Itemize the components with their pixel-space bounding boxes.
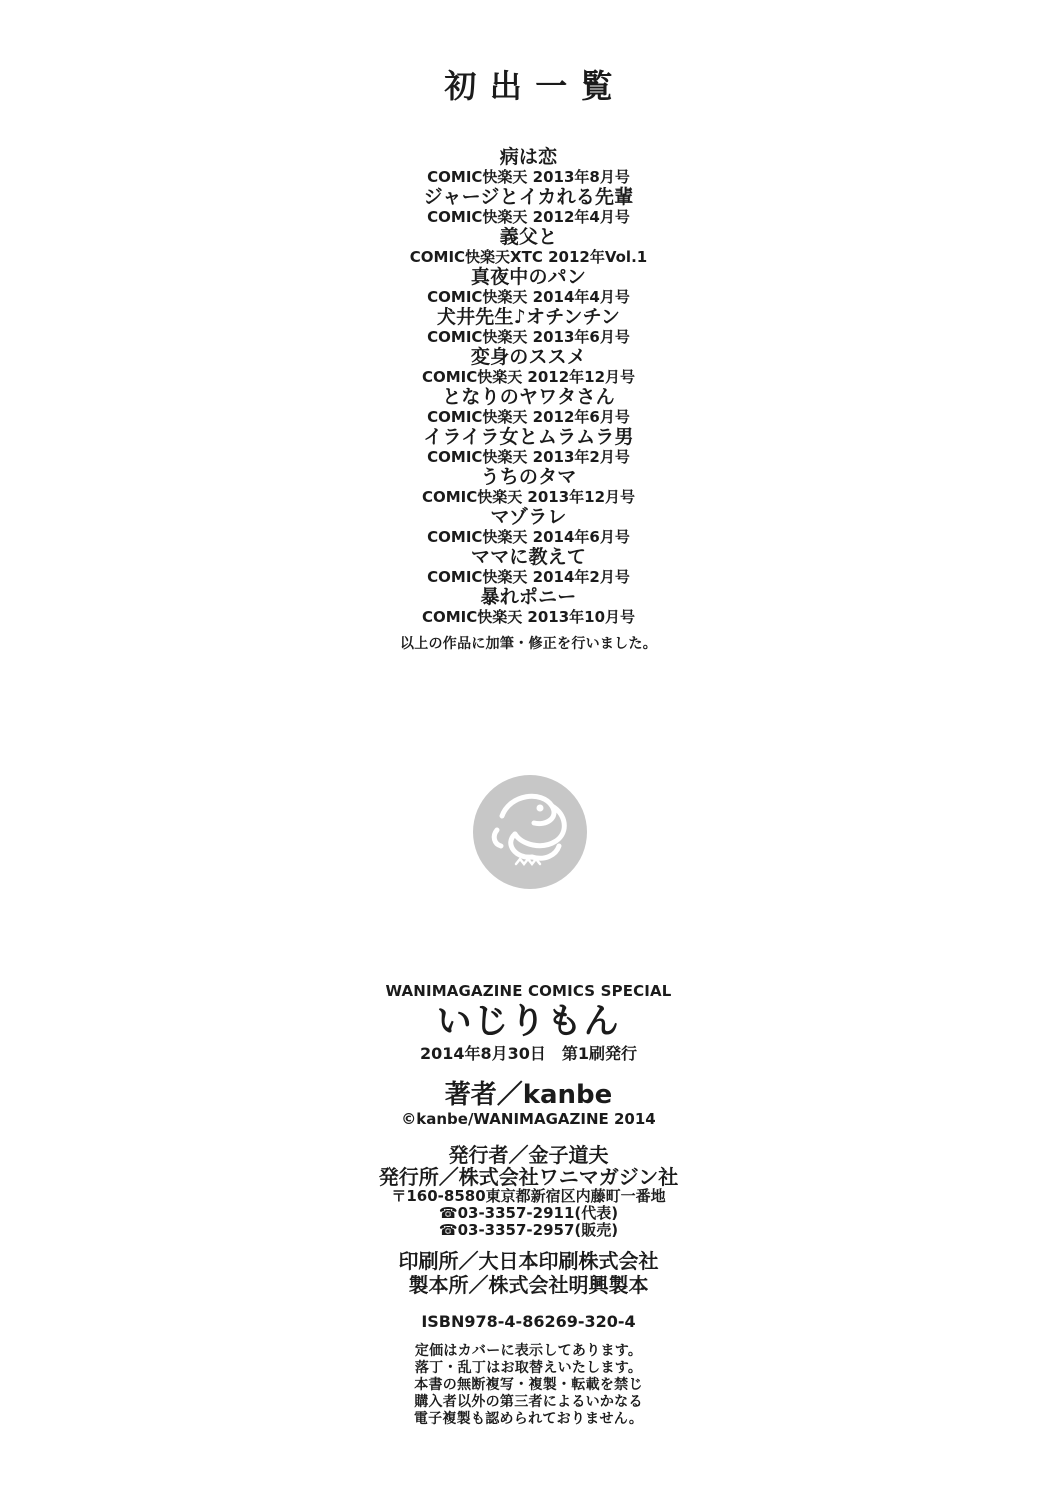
- works-list: [0, 146, 1057, 653]
- work-source: COMIC快楽天 2014年6月号: [427, 528, 630, 546]
- works-revision-note: 以上の作品に加筆・修正を行いました。: [399, 636, 658, 652]
- colophon-block: [0, 982, 1057, 1428]
- work-title: 変身のススメ: [470, 346, 587, 368]
- work-entry: [0, 346, 1057, 386]
- printer-line: 印刷所／大日本印刷株式会社: [398, 1249, 659, 1273]
- publisher-address: 〒160-8580東京都新宿区内藤町一番地: [391, 1187, 666, 1205]
- work-source: COMIC快楽天 2012年6月号: [427, 408, 630, 426]
- work-title: となりのヤワタさん: [442, 386, 615, 408]
- series-label: WANIMAGAZINE COMICS SPECIAL: [385, 982, 672, 1000]
- work-title: ママに教えて: [470, 546, 587, 568]
- author-line: 著者／kanbe: [444, 1080, 613, 1110]
- work-entry: [0, 186, 1057, 226]
- work-source: COMIC快楽天 2012年4月号: [427, 208, 630, 226]
- work-source: COMIC快楽天 2013年12月号: [421, 488, 636, 506]
- bindery-line: 製本所／株式会社明興製本: [408, 1273, 649, 1297]
- work-title: ジャージとイカれる先輩: [423, 186, 634, 208]
- work-title: イライラ女とムラムラ男: [423, 426, 634, 448]
- notice-line: 電子複製も認められておりません。: [413, 1411, 644, 1427]
- book-title: いじりもん: [436, 1002, 621, 1042]
- copyright-line: ©kanbe/WANIMAGAZINE 2014: [401, 1110, 656, 1128]
- work-entry: [0, 586, 1057, 626]
- work-title: 犬井先生♪オチンチン: [436, 306, 621, 328]
- isbn-line: ISBN978-4-86269-320-4: [421, 1312, 636, 1331]
- work-entry: [0, 386, 1057, 426]
- notice-line: 定価はカバーに表示してあります。: [414, 1343, 643, 1359]
- edition-date-line: 2014年8月30日 第1刷発行: [419, 1044, 638, 1063]
- issuer-line: 発行者／金子道夫: [448, 1143, 609, 1167]
- work-entry: [0, 426, 1057, 466]
- work-entry: [0, 306, 1057, 346]
- work-title: 真夜中のパン: [470, 266, 587, 288]
- work-entry: [0, 466, 1057, 506]
- first-publication-list-title: 初出一覧: [444, 67, 627, 105]
- phone-sales: ☎03-3357-2957(販売): [438, 1221, 619, 1239]
- legal-notice: [0, 1343, 1057, 1428]
- wanimagazine-crocodile-icon: [472, 774, 588, 890]
- work-source: COMIC快楽天 2014年4月号: [427, 288, 630, 306]
- publisher-line: 発行所／株式会社ワニマガジン社: [378, 1165, 679, 1189]
- notice-line: 本書の無断複写・複製・転載を禁じ: [414, 1377, 643, 1393]
- work-title: 病は恋: [499, 146, 558, 168]
- work-entry: [0, 546, 1057, 586]
- work-entry: [0, 146, 1057, 186]
- work-source: COMIC快楽天 2013年8月号: [427, 168, 630, 186]
- work-title: 義父と: [499, 226, 558, 248]
- work-source: COMIC快楽天 2014年2月号: [427, 568, 630, 586]
- phone-main: ☎03-3357-2911(代表): [438, 1204, 619, 1222]
- work-source: COMIC快楽天XTC 2012年Vol.1: [409, 248, 648, 266]
- work-title: マゾラレ: [490, 506, 567, 528]
- work-source: COMIC快楽天 2012年12月号: [421, 368, 636, 386]
- notice-line: 落丁・乱丁はお取替えいたします。: [414, 1360, 643, 1376]
- notice-line: 購入者以外の第三者によるいかなる: [414, 1394, 643, 1410]
- work-source: COMIC快楽天 2013年10月号: [421, 608, 636, 626]
- work-source: COMIC快楽天 2013年2月号: [427, 448, 630, 466]
- work-title: 暴れポニー: [480, 586, 577, 608]
- work-source: COMIC快楽天 2013年6月号: [427, 328, 630, 346]
- work-entry: [0, 266, 1057, 306]
- work-entry: [0, 506, 1057, 546]
- work-title: うちのタマ: [480, 466, 577, 488]
- work-entry: [0, 226, 1057, 266]
